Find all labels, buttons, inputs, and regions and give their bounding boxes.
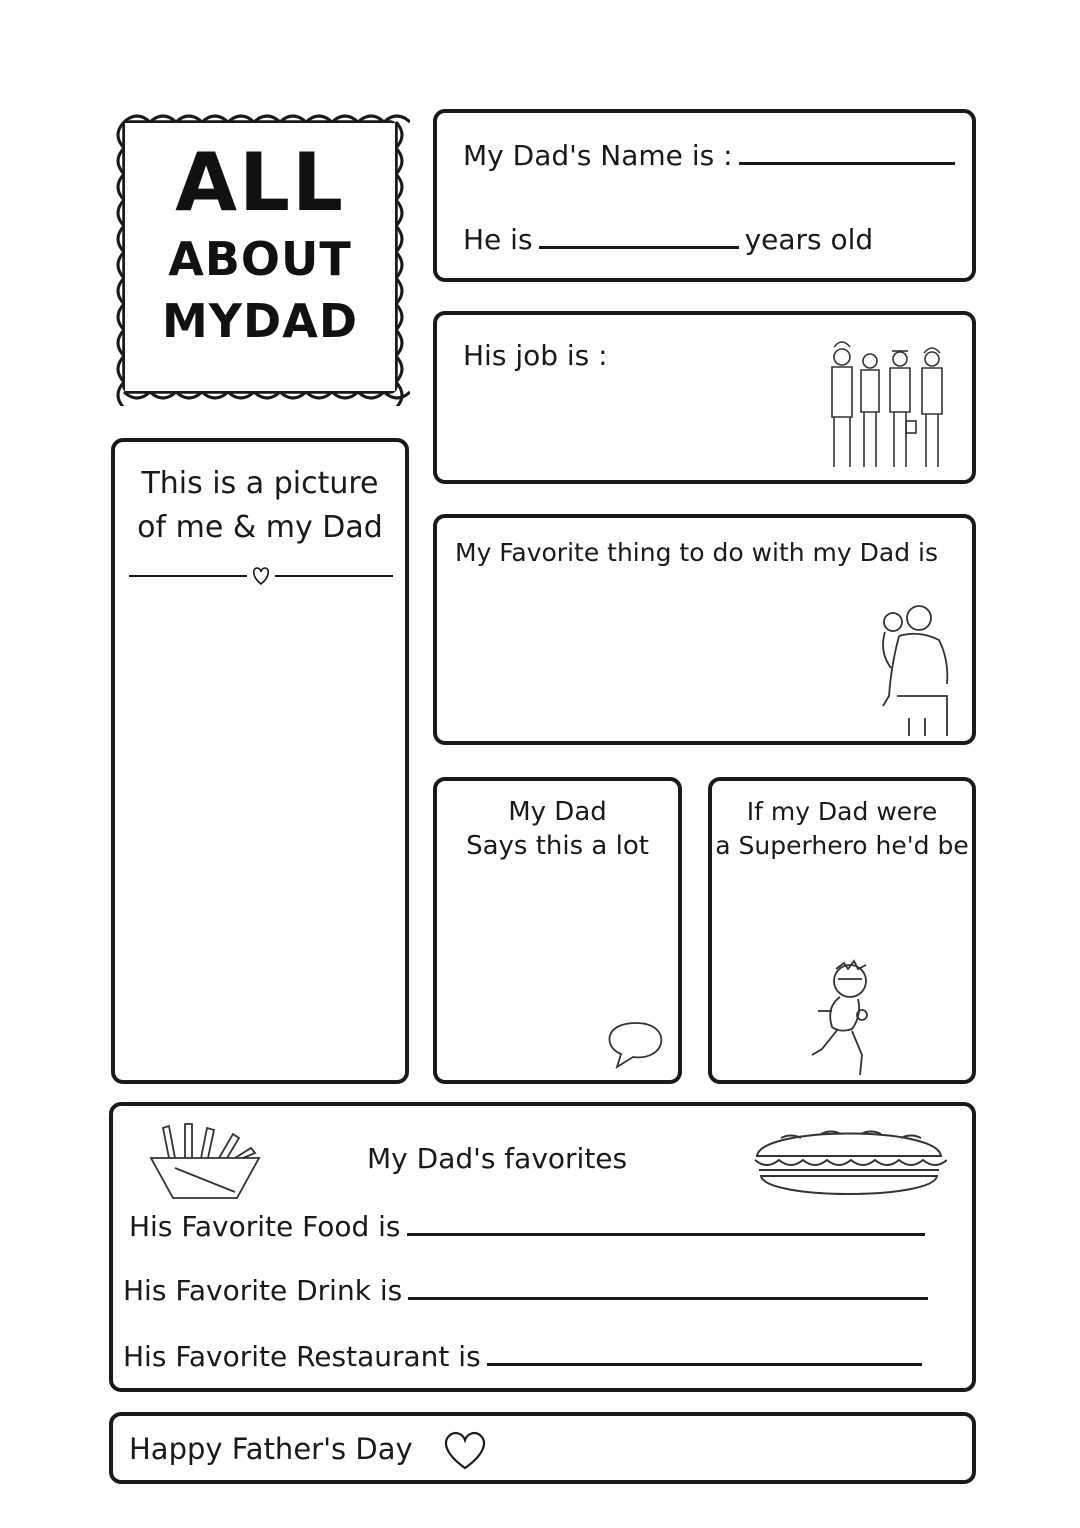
says-line1: My Dad (508, 797, 607, 827)
sandwich-icon (751, 1120, 947, 1202)
title-about: ABOUT (168, 232, 352, 286)
dad-carrying-child-icon (869, 600, 959, 740)
fries-icon (145, 1118, 265, 1204)
favorites-heading: My Dad's favorites (367, 1142, 628, 1175)
favorite-thing-label: My Favorite thing to do with my Dad is (455, 538, 939, 567)
favorite-restaurant-blank[interactable] (487, 1357, 922, 1366)
title-badge (110, 108, 410, 406)
picture-label-line1: This is a picture (141, 466, 379, 501)
says-box (433, 777, 682, 1084)
workers-illustration-icon (820, 335, 960, 475)
footer-label: Happy Father's Day (129, 1432, 413, 1466)
footer-box (109, 1412, 976, 1484)
superhero-line1: If my Dad were (746, 797, 938, 826)
favorite-food-label: His Favorite Food is (129, 1210, 401, 1243)
title-all: ALL (175, 136, 345, 229)
favorite-food-line (129, 1210, 931, 1243)
job-label: His job is : (463, 339, 608, 372)
divider-heart-icon (129, 564, 393, 588)
superhero-kid-icon (804, 959, 894, 1081)
title-mydad: MYDAD (161, 294, 359, 348)
favorite-drink-blank[interactable] (408, 1291, 928, 1300)
dad-age-suffix: years old (744, 223, 874, 256)
favorite-thing-box (433, 514, 976, 745)
favorite-food-blank[interactable] (407, 1227, 925, 1236)
favorite-drink-line (123, 1274, 934, 1307)
dad-age-line (463, 223, 873, 256)
speech-bubble-icon (605, 1019, 667, 1071)
picture-box (111, 438, 409, 1084)
says-line2: Says this a lot (466, 831, 649, 861)
dad-name-label: My Dad's Name is : (463, 139, 733, 172)
superhero-box (708, 777, 976, 1084)
job-box (433, 311, 976, 484)
favorite-restaurant-label: His Favorite Restaurant is (123, 1340, 481, 1373)
favorite-drink-label: His Favorite Drink is (123, 1274, 403, 1307)
heart-icon (441, 1428, 489, 1472)
favorites-box (109, 1102, 976, 1392)
superhero-line2: a Superhero he'd be (715, 831, 969, 860)
dad-name-blank[interactable] (739, 156, 955, 165)
dad-age-blank[interactable] (539, 240, 739, 249)
dad-age-prefix: He is (463, 223, 533, 256)
picture-label-line2: of me & my Dad (137, 510, 383, 545)
favorite-restaurant-line (123, 1340, 928, 1373)
dad-name-line (463, 139, 961, 172)
name-age-box (433, 109, 976, 282)
